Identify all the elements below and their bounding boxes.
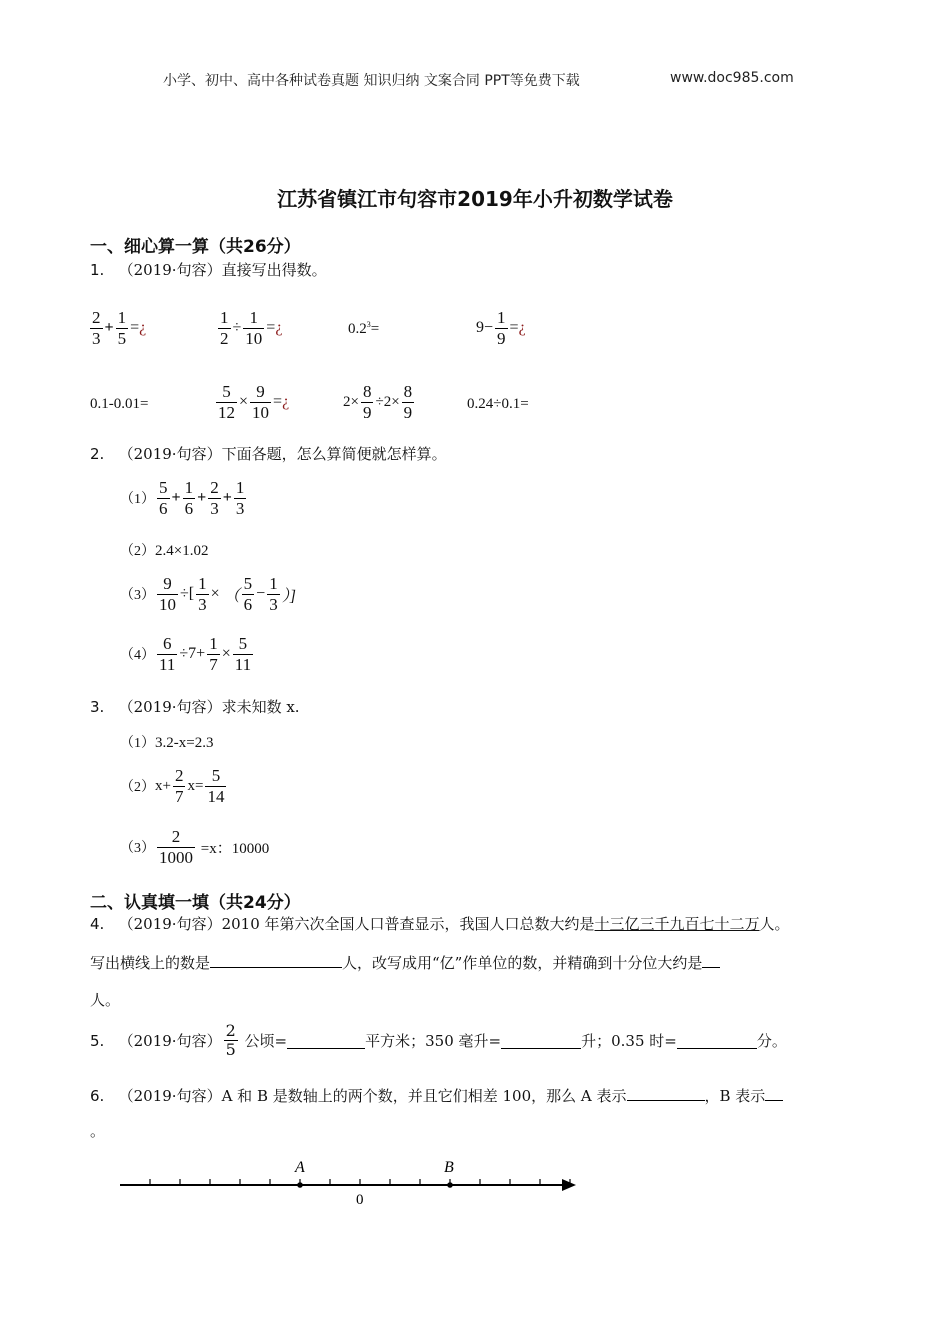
point-a-dot <box>297 1182 303 1188</box>
q3-part-2: （2） x+ $\frac{2}{7}$ x= $\frac{5}{14}$ <box>120 766 225 806</box>
q2-part-3: （3） $\frac{9}{10}$ ÷[ $\frac{1}{3}$ × （ $\frac{5}{6}$ − $\frac{1}{3}$ ）] <box>120 574 296 614</box>
header-url[interactable]: www.doc985.com <box>670 70 794 86</box>
point-b-dot <box>447 1182 453 1188</box>
q1-item-7: 2× $\frac{8}{9}$ ÷2× $\frac{8}{9}$ <box>343 382 413 422</box>
q1-item-4: 9 − $\frac{1}{9}$ = ¿ <box>476 308 526 348</box>
answer-blank-5a[interactable] <box>287 1032 365 1049</box>
page-title: 江苏省镇江市句容市2019年小升初数学试卷 <box>277 187 673 211</box>
number-line-figure <box>110 1150 590 1220</box>
question-4-line-2: 写出横线上的数是 人，改写成用“亿”作单位的数，并精确到十分位大约是 <box>90 951 720 973</box>
header-text: 小学、初中、高中各种试卷真题 知识归纳 文案合同 PPT等免费下载 <box>163 73 580 89</box>
point-b-label: B <box>444 1159 454 1176</box>
section-heading-2: 二、认真填一填（共24分） <box>90 893 301 913</box>
answer-blank-6a[interactable] <box>627 1084 705 1101</box>
q3-part-1: （1）3.2-x=2.3 <box>120 735 214 751</box>
question-6-line-1: 6. （2019·句容）A 和 B 是数轴上的两个数，并且它们相差 100，那么 A 表示 ，B 表示 <box>90 1084 783 1106</box>
answer-blank-4b[interactable] <box>702 951 720 968</box>
answer-blank-5c[interactable] <box>677 1032 757 1049</box>
section-heading-1: 一、细心算一算（共26分） <box>90 237 301 257</box>
question-4-line-1: 4. （2019·句容）2010 年第六次全国人口普查显示，我国人口总数大约是十三亿三千九百七十二万人。 <box>90 915 790 933</box>
question-5: 5. （2019·句容） $\frac{2}{5}$ 公顷= 平方米；350 毫升= 升；0.35 时= 分。 <box>90 1021 787 1060</box>
question-4-line-3: 人。 <box>90 991 121 1009</box>
answer-blank-6b[interactable] <box>765 1084 783 1101</box>
arrow-head-icon <box>562 1179 576 1191</box>
zero-label: 0 <box>356 1192 364 1208</box>
question-3-stem: 3. （2019·句容）求未知数 x. <box>90 698 300 716</box>
q2-part-1: （1） $\frac{5}{6}$ + $\frac{1}{6}$ + $\frac{2}{3}$ + $\frac{1}{3}$ <box>120 478 245 518</box>
q1-item-5: 0.1-0.01= <box>90 396 149 412</box>
answer-blank-5b[interactable] <box>501 1032 581 1049</box>
q1-item-8: 0.24÷0.1= <box>467 396 529 412</box>
q1-item-6: $\frac{5}{12}$ × $\frac{9}{10}$ = ¿ <box>218 382 290 422</box>
q2-part-2: （2）2.4×1.02 <box>120 543 209 559</box>
answer-blank-4a[interactable] <box>210 951 342 968</box>
question-1-stem: 1. （2019·句容）直接写出得数。 <box>90 261 327 279</box>
q1-item-1: $\frac{2}{3}$ + $\frac{1}{5}$ = ¿ <box>92 308 147 348</box>
q1-item-2: $\frac{1}{2}$ ÷ $\frac{1}{10}$ = ¿ <box>220 308 283 348</box>
q1-item-3: $0.2^3=$ <box>348 320 380 337</box>
point-a-label: A <box>295 1159 305 1176</box>
question-6-line-2: 。 <box>90 1122 106 1140</box>
q3-part-3: （3） $\frac{2}{1000}$ =x：10000 <box>120 827 270 867</box>
question-2-stem: 2. （2019·句容）下面各题，怎么算简便就怎样算。 <box>90 445 447 463</box>
q2-part-4: （4） $\frac{6}{11}$ ÷7+ $\frac{1}{7}$ × $\frac{5}{11}$ <box>120 634 252 674</box>
